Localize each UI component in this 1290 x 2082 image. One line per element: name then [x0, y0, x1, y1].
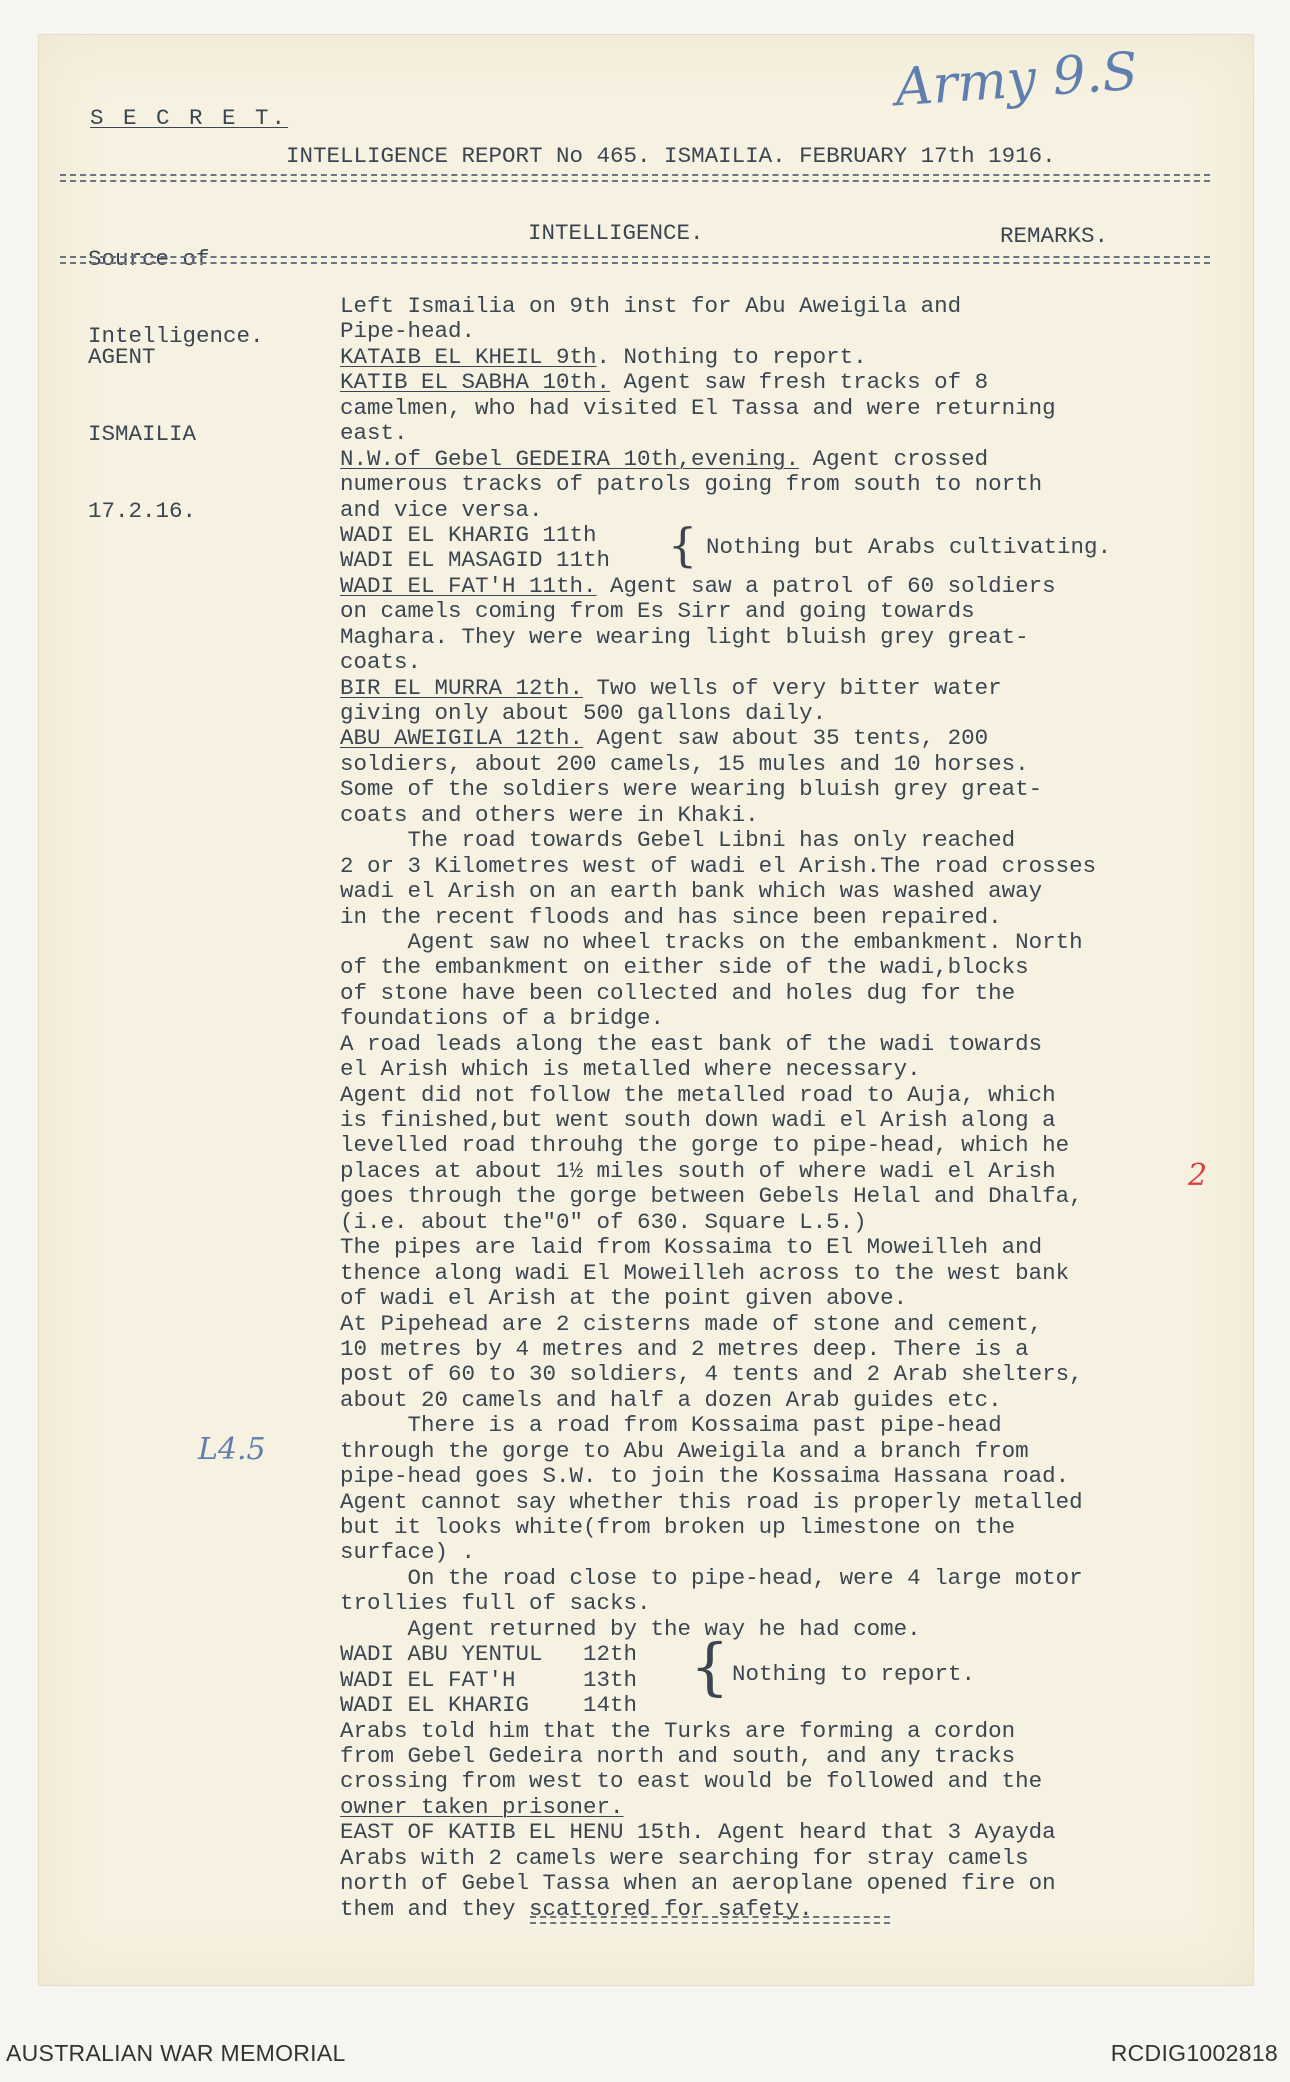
report-title: INTELLIGENCE REPORT No 465. ISMAILIA. FEBRUARY 17th 1916.	[286, 143, 1056, 169]
column-header-intelligence: INTELLIGENCE.	[528, 220, 704, 246]
report-line: and vice versa.	[340, 496, 543, 523]
report-line: The road towards Gebel Libni has only reached	[340, 827, 1016, 854]
brace-2: {	[690, 1630, 730, 1703]
source-column: AGENT ISMAILIA 17.2.16.	[88, 344, 197, 524]
report-line: of the embankment on either side of the wadi,blocks	[340, 954, 1029, 981]
report-line: WADI EL FAT'H 13th	[340, 1666, 638, 1693]
report-line: Arabs with 2 camels were searching for stray camels	[340, 1844, 1029, 1871]
header-rule-bottom	[60, 256, 1210, 258]
footer-institution: AUSTRALIAN WAR MEMORIAL	[6, 2040, 346, 2066]
report-line: BIR EL MURRA 12th. Two wells of very bitter water	[340, 674, 1002, 701]
report-line: A road leads along the east bank of the wadi towards	[340, 1030, 1043, 1057]
underlined-place: owner taken prisoner.	[340, 1793, 624, 1820]
report-line: surface) .	[340, 1539, 476, 1566]
report-line: WADI EL MASAGID 11th	[340, 547, 611, 574]
header-rule-top-2	[60, 180, 1210, 182]
report-line: Left Ismailia on 9th inst for Abu Aweigila and	[340, 293, 962, 319]
report-line: places at about 1½ miles south of where wadi el Arish	[340, 1157, 1056, 1184]
report-line: Agent saw no wheel tracks on the embankment. North	[340, 928, 1083, 955]
margin-note-right: 2	[1188, 1158, 1208, 1193]
handwritten-annotation: Army 9.S	[893, 41, 1140, 119]
underlined-place: BIR EL MURRA 12th.	[340, 674, 584, 701]
closing-rule-2	[530, 1922, 890, 1924]
report-line: camelmen, who had visited El Tassa and were returning	[340, 394, 1056, 421]
column-header-source: Source of Intelligence.	[88, 246, 264, 349]
report-line: north of Gebel Tassa when an aeroplane opened fire on	[340, 1870, 1056, 1897]
classification-heading: S E C R E T.	[90, 105, 289, 131]
report-line: ABU AWEIGILA 12th. Agent saw about 35 tents, 200	[340, 725, 989, 752]
report-line: crossing from west to east would be followed and the	[340, 1768, 1043, 1795]
report-line: trollies full of sacks.	[340, 1590, 651, 1617]
report-line: There is a road from Kossaima past pipe-head	[340, 1412, 1002, 1439]
report-line: wadi el Arish on an earth bank which was washed away	[340, 878, 1043, 905]
header-rule-bottom-2	[60, 262, 1210, 264]
underlined-place: KATAIB EL KHEIL 9th	[340, 343, 597, 370]
report-line: Maghara. They were wearing light bluish grey great-	[340, 623, 1029, 650]
report-line: Some of the soldiers were wearing bluish grey great-	[340, 776, 1043, 803]
header-rule-top	[60, 174, 1210, 176]
report-line: in the recent floods and has since been repaired.	[340, 903, 1002, 930]
report-line: thence along wadi El Moweilleh across to the west bank	[340, 1259, 1070, 1286]
report-line: WADI ABU YENTUL 12th	[340, 1641, 638, 1668]
brace-note-cultivating: Nothing but Arabs cultivating.	[706, 534, 1112, 560]
report-line: WADI EL FAT'H 11th. Agent saw a patrol of 60 soldiers	[340, 572, 1056, 599]
report-line: Pipe-head.	[340, 318, 476, 345]
report-line: KATAIB EL KHEIL 9th. Nothing to report.	[340, 343, 867, 370]
report-line: goes through the gorge between Gebels Helal and Dhalfa,	[340, 1183, 1083, 1210]
report-line: is finished,but went south down wadi el Arish along a	[340, 1107, 1056, 1133]
report-line: pipe-head goes S.W. to join the Kossaima Hassana road.	[340, 1463, 1070, 1490]
report-line: Agent cannot say whether this road is properly metalled	[340, 1488, 1083, 1515]
report-line: numerous tracks of patrols going from south to north	[340, 471, 1043, 498]
report-line: on camels coming from Es Sirr and going towards	[340, 598, 975, 625]
report-line: WADI EL KHARIG 11th	[340, 521, 597, 548]
report-line: of wadi el Arish at the point given above.	[340, 1285, 908, 1312]
report-line: foundations of a bridge.	[340, 1005, 665, 1032]
report-line: them and they scattored for safety.	[340, 1895, 813, 1922]
report-line: Arabs told him that the Turks are forming a cordon	[340, 1717, 1016, 1744]
report-line: coats.	[340, 649, 422, 676]
underlined-place: KATIB EL SABHA 10th.	[340, 369, 611, 396]
report-line: KATIB EL SABHA 10th. Agent saw fresh tracks of 8	[340, 369, 989, 396]
report-line: WADI EL KHARIG 14th	[340, 1692, 638, 1719]
report-line: el Arish which is metalled where necessary.	[340, 1056, 921, 1083]
underlined-place: WADI EL FAT'H 11th.	[340, 572, 597, 599]
report-line: east.	[340, 420, 408, 447]
closing-rule	[530, 1916, 890, 1918]
underlined-place: ABU AWEIGILA 12th.	[340, 725, 584, 752]
report-line: post of 60 to 30 soldiers, 4 tents and 2 Arab shelters,	[340, 1361, 1083, 1388]
report-line: On the road close to pipe-head, were 4 large motor	[340, 1564, 1083, 1591]
report-line: soldiers, about 200 camels, 15 mules and 10 horses.	[340, 750, 1029, 777]
report-line: The pipes are laid from Kossaima to El Moweilleh and	[340, 1234, 1043, 1261]
report-line: (i.e. about the"0" of 630. Square L.5.)	[340, 1208, 867, 1235]
report-line: coats and others were in Khaki.	[340, 801, 759, 828]
report-line: of stone have been collected and holes dug for the	[340, 979, 1016, 1006]
report-line: EAST OF KATIB EL HENU 15th. Agent heard that 3 Ayayda	[340, 1819, 1056, 1846]
report-line: about 20 camels and half a dozen Arab guides etc.	[340, 1386, 1002, 1413]
report-line: 2 or 3 Kilometres west of wadi el Arish.The road crosses	[340, 852, 1097, 879]
report-line: from Gebel Gedeira north and south, and any tracks	[340, 1742, 1016, 1769]
brace-note-nothing: Nothing to report.	[732, 1661, 976, 1687]
margin-note-left: L4.5	[198, 1432, 266, 1467]
report-line: Agent returned by the way he had come.	[340, 1615, 921, 1642]
underlined-place: N.W.of Gebel GEDEIRA 10th,evening.	[340, 445, 800, 472]
report-line: 10 metres by 4 metres and 2 metres deep. There is a	[340, 1335, 1029, 1362]
report-line: through the gorge to Abu Aweigila and a branch from	[340, 1437, 1029, 1464]
report-line: giving only about 500 gallons daily.	[340, 700, 827, 726]
report-line: N.W.of Gebel GEDEIRA 10th,evening. Agent crossed	[340, 445, 989, 472]
report-line: levelled road throuhg the gorge to pipe-head, which he	[340, 1132, 1070, 1159]
report-line: At Pipehead are 2 cisterns made of stone and cement,	[340, 1310, 1043, 1337]
report-line	[340, 1795, 1096, 1820]
brace-1: {	[668, 518, 698, 572]
column-header-remarks: REMARKS.	[1000, 223, 1109, 249]
report-line: Agent did not follow the metalled road to Auja, which	[340, 1081, 1056, 1108]
report-line: but it looks white(from broken up limestone on the	[340, 1514, 1016, 1540]
footer-reference: RCDIG1002818	[1110, 2040, 1278, 2066]
